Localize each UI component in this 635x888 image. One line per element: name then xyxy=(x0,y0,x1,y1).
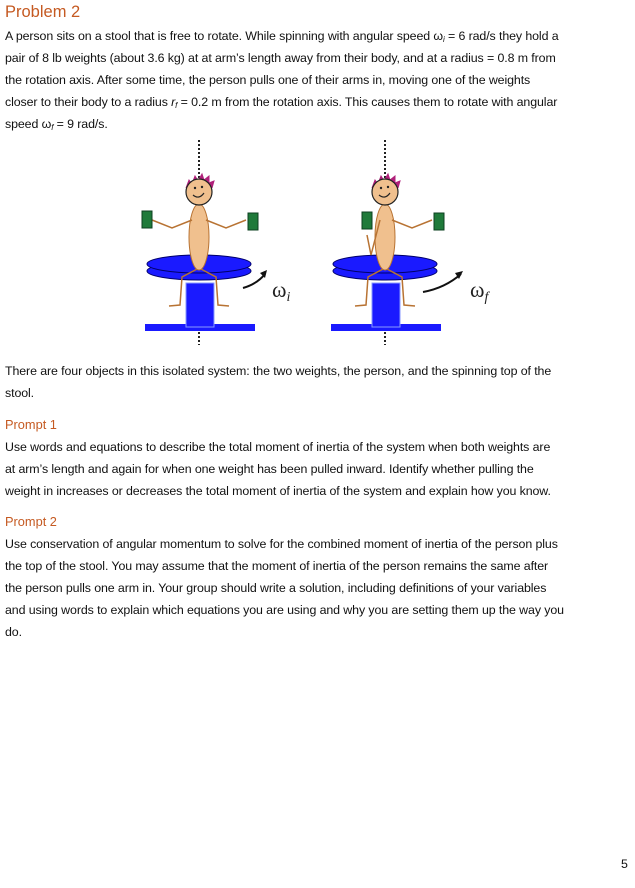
variable-r: r xyxy=(171,95,176,109)
problem-title: Problem 2 xyxy=(5,3,81,21)
rotating-stool-figure xyxy=(0,140,635,350)
prompt-1-line: Use words and equations to describe the total moment of inertia of the system when both weights are xyxy=(5,440,551,454)
prompt-1-heading: Prompt 1 xyxy=(5,417,57,432)
text: = 0.2 m from the rotation axis. This causes them to rotate with angular xyxy=(177,95,558,109)
initial-person-on-stool xyxy=(142,140,267,345)
prompt-2-line: Use conservation of angular momentum to solve for the combined moment of inertia of the person plus xyxy=(5,537,558,551)
prompt-2-line: do. xyxy=(5,625,22,639)
subscript: f xyxy=(175,101,178,110)
prompt-1-line: at arm’s length and again for when one weight has been pulled inward. Identify whether pulling the xyxy=(5,462,534,476)
intro-line xyxy=(5,116,108,136)
system-text-line: There are four objects in this isolated system: the two weights, the person, and the spinning top of the xyxy=(5,364,552,378)
prompt-2-heading: Prompt 2 xyxy=(5,514,57,529)
weight-icon xyxy=(248,213,258,230)
final-person-on-stool xyxy=(331,140,463,345)
subscript: i xyxy=(442,35,445,44)
omega-i-label: ωi xyxy=(272,277,291,305)
page-number: 5 xyxy=(621,857,628,871)
intro-line xyxy=(5,28,559,48)
prompt-2-line: the top of the stool. You may assume that the moment of inertia of the person remains the same after xyxy=(5,559,549,573)
weight-icon xyxy=(142,211,152,228)
intro-line: the rotation axis. After some time, the person pulls one of their arms in, moving one of the weights xyxy=(5,73,531,87)
text: = 9 rad/s. xyxy=(53,117,108,131)
text: closer to their body to a radius xyxy=(5,95,172,109)
system-text-line: stool. xyxy=(5,386,35,400)
text: A person sits on a stool that is free to rotate. While spinning with angular speed ω xyxy=(5,29,443,43)
prompt-2-line: and using words to explain which equations you are using and why you are setting them up the way you xyxy=(5,603,564,617)
weight-icon xyxy=(362,212,372,229)
intro-line: pair of 8 lb weights (about 3.6 kg) at at arm’s length away from their body, and at a radius = 0.8 m from xyxy=(5,51,556,65)
weight-icon xyxy=(434,213,444,230)
intro-line xyxy=(5,94,557,114)
text: = 6 rad/s they hold a xyxy=(444,29,559,43)
text: speed ω xyxy=(5,117,52,131)
prompt-2-line: the person pulls one arm in. Your group should write a solution, including definitions of your variables xyxy=(5,581,547,595)
prompt-1-line: weight in increases or decreases the total moment of inertia of the system and explain how you know. xyxy=(5,484,551,498)
subscript: f xyxy=(51,123,54,132)
omega-f-label: ωf xyxy=(470,277,489,305)
